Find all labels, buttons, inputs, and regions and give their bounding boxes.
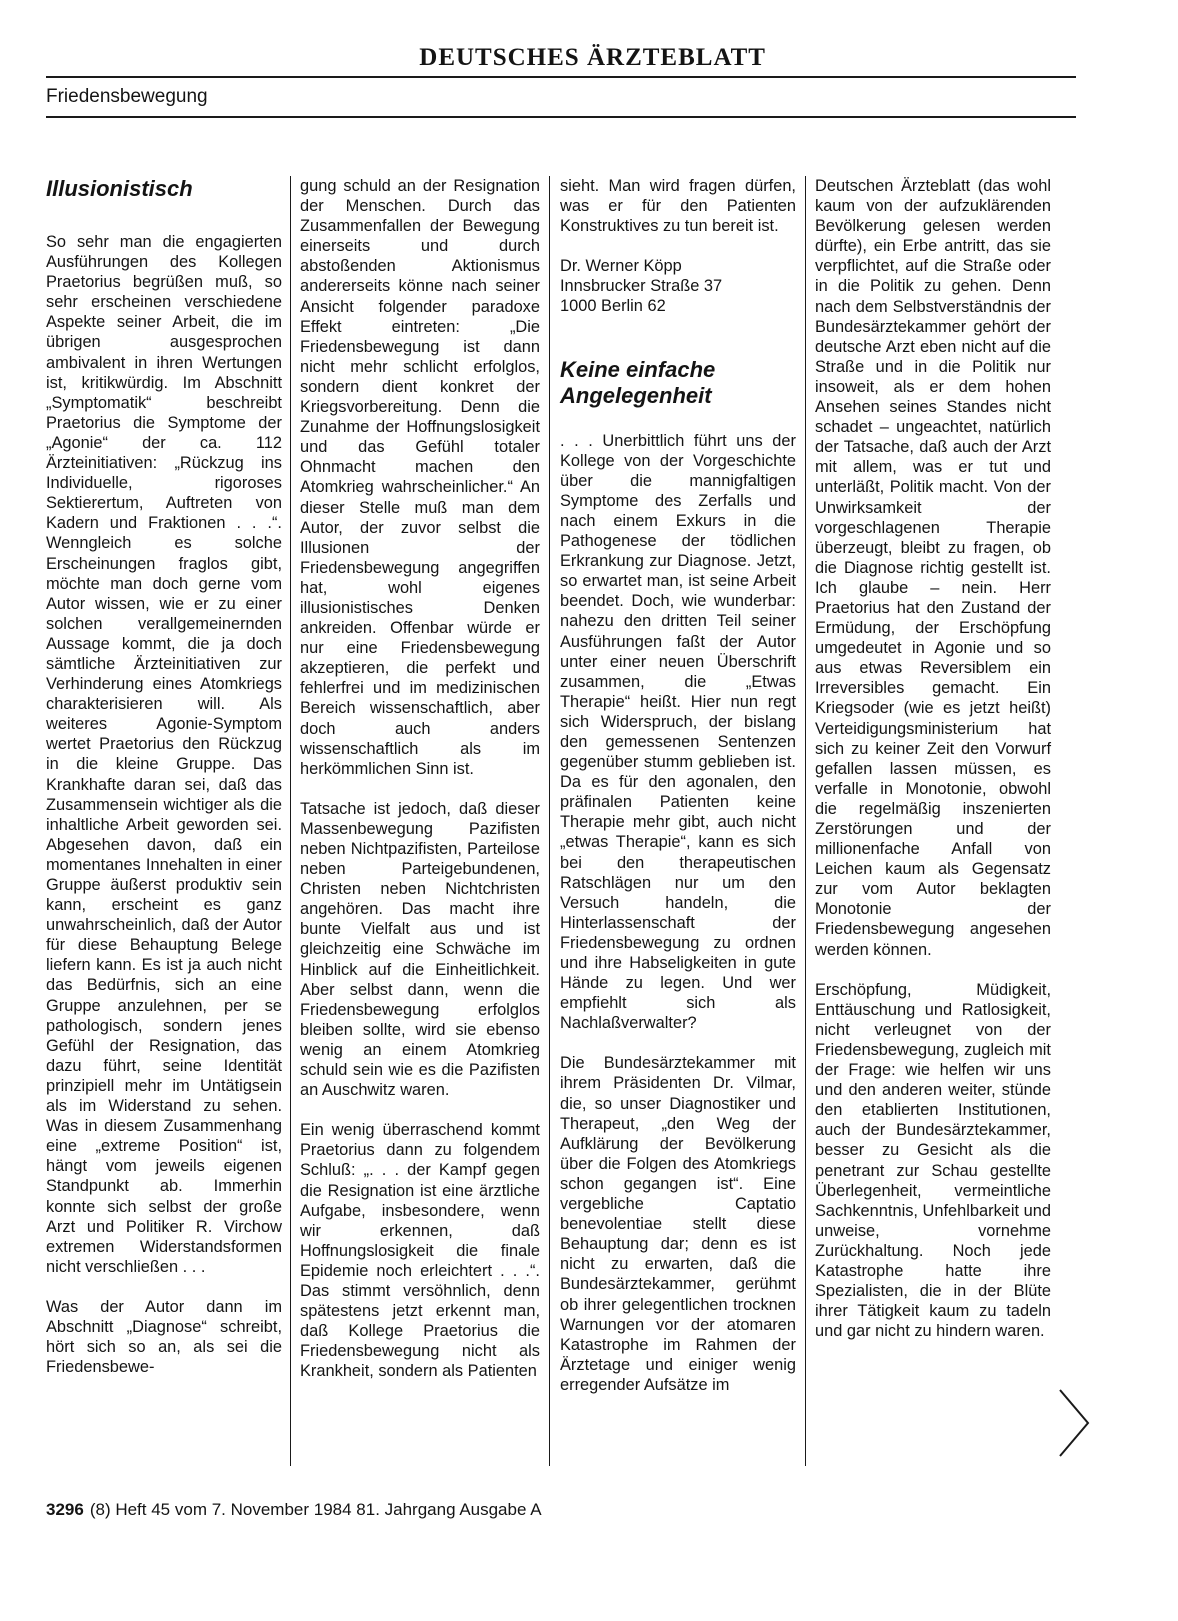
column-divider — [805, 176, 806, 1466]
author-street: Innsbrucker Straße 37 — [560, 277, 723, 296]
article-title: Illusionistisch — [46, 176, 193, 201]
paragraph: Was der Autor dann im Abschnitt „Diagnose“ schreibt, hört sich so an, als sei die Friedensbewe- — [46, 1297, 282, 1377]
column-1 — [46, 176, 282, 1397]
paragraph: So sehr man die engagierten Ausführungen des Kollegen Praetorius begrüßen muß, so sehr erscheinen verschiedene Aspekte seiner Arbeit, die im übrigen ausgesprochen ambivalent in ihren Wertungen ist, kritikwürdig. Im Abschnitt „Symptomatik“ beschreibt Praetorius die Symptome der „Agonie“ der ca. 112 Ärzteinitiativen: „Rückzug ins Individuelle, rigoroses Sektierertum, Auftreten von Kadern und Fraktionen . . .“. Wenngleich es solche Erscheinungen fraglos gibt, möchte man doch gerne vom Autor wissen, wie er zu einer solchen verallgemeinernden Aussage kommt, die ja doch sämtliche Ärzteinitiativen zur Verhinderung eines Atomkriegs charakterisieren will. Als weiteres Agonie-Symptom wertet Praetorius den Rückzug in die kleine Gruppe. Das Krankhafte daran sei, daß das Zusammensein wichtiger als die inhaltliche Arbeit geworden sei. Abgesehen davon, daß ein momentanes Innehalten in einer Gruppe äußerst produktiv sein kann, erscheint es ganz unwahrscheinlich, daß der Autor für diese Behauptung Belege liefern kann. Es ist ja auch nicht das Bedürfnis, sich an eine Gruppe anzulehnen, per se pathologisch, sondern jenes Gefühl der Resignation, das dazu führt, seine Identität prinzipiell mehr im Untätigsein als im Widerstand zu sehen. Was in diesem Zusammenhang eine „extreme Position“ ist, hängt vom jeweils eigenen Standpunkt ab. Immerhin konnte sich selbst der große Arzt und Politiker R. Virchow extremen Widerstandsformen nicht verschließen . . . — [46, 233, 282, 1276]
paragraph: . . . Unerbittlich führt uns der Kollege von der Vorgeschichte über die mannigfaltigen Symptome des Zerfalls und nach einem Exkurs in die Pathogenese der tödlichen Erkrankung zur Diagnose. Jetzt, so erwartet man, ist seine Arbeit beendet. Doch, wie wunderbar: nahezu den dritten Teil seiner Ausführungen faßt der Autor unter einer neuen Überschrift zusammen, die „Etwas Therapie“ heißt. Hier nun regt sich Widerspruch, der bislang den gemessenen Sentenzen gegenüber stumm geblieben ist. Da es für den agonalen, den präfinalen Patienten keine Therapie mehr gibt, auch nicht „etwas Therapie“, kann es sich bei den therapeutischen Ratschlägen nur um den Versuch handeln, die Hinterlassenschaft der Friedensbewegung zu ordnen und ihre Habseligkeiten in gute Hände zu legen. Und wer empfiehlt sich als Nachlaßverwalter? — [560, 431, 796, 1033]
section-label: Friedensbewegung — [46, 86, 208, 107]
column-divider — [549, 176, 550, 1466]
column-2 — [300, 176, 540, 1401]
author-name: Dr. Werner Köpp — [560, 257, 682, 276]
masthead — [46, 44, 1076, 78]
paragraph: gung schuld an der Resignation der Menschen. Durch das Zusammenfallen der Bewegung einerseits und durch abstoßenden Aktionismus andererseits könne nach seiner Ansicht folgender paradoxe Effekt eintreten: „Die Friedensbewegung ist dann nicht mehr schlicht erfolglos, sondern dient konkret der Kriegsvorbereitung. Denn die Zunahme der Hoffnungslosigkeit und das Gefühl totaler Ohnmacht machen den Atomkrieg wahrscheinlicher.“ An dieser Stelle muß man dem Autor, der zuvor selbst die Illusionen der Friedensbewegung angegriffen hat, wohl eigenes illusionistisches Denken ankreiden. Offenbar würde er nur eine Friedensbewegung akzeptieren, die perfekt und fehlerfrei und im medizinischen Bereich wissenschaftlich, aber doch auch anders wissenschaftlich als im herkömmlichen Sinn ist. — [300, 177, 540, 778]
paragraph: Tatsache ist jedoch, daß dieser Massenbewegung Pazifisten neben Nichtpazifisten, Parteilose neben Parteigebundenen, Christen neben Nichtchristen angehören. Das macht ihre bunte Vielfalt aus und ist gleichzeitig eine Schwäche im Hinblick auf die Einheitlichkeit. Aber selbst dann, wenn die Friedensbewegung erfolglos bleiben sollte, wird sie ebenso wenig an einem Atomkrieg schuld sein wie es die Pazifisten an Auschwitz waren. — [300, 799, 540, 1100]
paragraph: Ein wenig überraschend kommt Praetorius dann zu folgendem Schluß: „. . . der Kampf gegen die Resignation ist eine ärztliche Aufgabe, insbesondere, wenn wir erkennen, daß Hoffnungslosigkeit die finale Epidemie noch erleichtert . . .“. Das stimmt versöhnlich, denn spätestens jetzt erkennt man, daß Kollege Praetorius die Friedensbewegung nicht als Krankheit, sondern als Patienten — [300, 1121, 540, 1381]
paragraph: Erschöpfung, Müdigkeit, Enttäuschung und Ratlosigkeit, nicht verleugnet von der Friedensbewegung, zugleich mit der Frage: wie helfen wir uns und den anderen weiter, stünde den etablierten Institutionen, auch der Bundesärztekammer, besser zu Gesicht als die penetrant zur Schau gestellte Überlegenheit, vermeintliche Sachkenntnis, Unfehlbarkeit und unweise, vornehme Zurückhaltung. Noch jede Katastrophe hatte ihre Spezialisten, die in der Blüte ihrer Tätigkeit kaum zu tadeln und gar nicht zu hindern waren. — [815, 980, 1051, 1341]
paragraph: Die Bundesärztekammer mit ihrem Präsidenten Dr. Vilmar, die, so unser Diagnostiker und Therapeut, „den Weg der Aufklärung der Bevölkerung über die Folgen des Atomkriegs schon gegangen ist“. Eine vergebliche Captatio benevolentiae stellt diese Behauptung dar; denn es ist nicht zu erwarten, daß die Bundesärztekammer, gerühmt ob ihrer gelegentlichen trocknen Warnungen vor der atomaren Katastrophe im Rahmen der Ärztetage und einiger wenig erregender Aufsätze im — [560, 1054, 796, 1394]
author-signature — [560, 256, 796, 316]
column-4 — [815, 176, 1051, 1361]
column-divider — [290, 176, 291, 1466]
column-3 — [560, 176, 796, 1415]
article-title: Keine einfache Angelegenheit — [560, 356, 716, 408]
section-divider — [46, 116, 1076, 118]
masthead-title: DEUTSCHES ÄRZTEBLATT — [419, 44, 766, 71]
paragraph: Deutschen Ärzteblatt (das wohl kaum von der aufzuklärenden Bevölkerung gelesen werden dürfte), ein Erbe antritt, das sie verpflichtet, auf die Straße oder in die Politik zu gehen. Denn nach dem Selbstverständnis der Bundesärztekammer gehört der deutsche Arzt eben nicht auf die Straße und in die Politik nur insoweit, als er dem hohen Ansehen seines Standes nicht schadet – ungeachtet, natürlich der Tatsache, daß auch der Arzt mit allem, was er tut und unterläßt, Politik macht. Von der Unwirksamkeit der vorgeschlagenen Therapie überzeugt, bleibt zu fragen, ob die Diagnose richtig gestellt ist. Ich glaube – nein. Herr Praetorius hat den Zustand der Ermüdung, der Erschöpfung umgedeutet in Agonie und so aus etwas Reversiblem ein Irreversibles gemacht. Ein Kriegsoder (wie es jetzt heißt) Verteidigungsministerium hat sich zu keiner Zeit den Vorwurf gefallen lassen müssen, es verfalle in Monotonie, obwohl die regelmäßig inszenierten Zerstörungen und der millionenfache Anfall von Leichen kaum als Gegensatz zur vom Autor beklagten Monotonie der Friedensbewegung angesehen werden können. — [815, 177, 1051, 959]
page-number: 3296 — [46, 1500, 84, 1519]
page-footer — [46, 1500, 542, 1520]
issue-info: (8) Heft 45 vom 7. November 1984 81. Jahrgang Ausgabe A — [89, 1500, 542, 1519]
continue-arrow-icon — [1058, 1388, 1092, 1458]
author-city: 1000 Berlin 62 — [560, 297, 666, 316]
paragraph: sieht. Man wird fragen dürfen, was er für den Patienten Konstruktives zu tun bereit ist. — [560, 177, 796, 236]
